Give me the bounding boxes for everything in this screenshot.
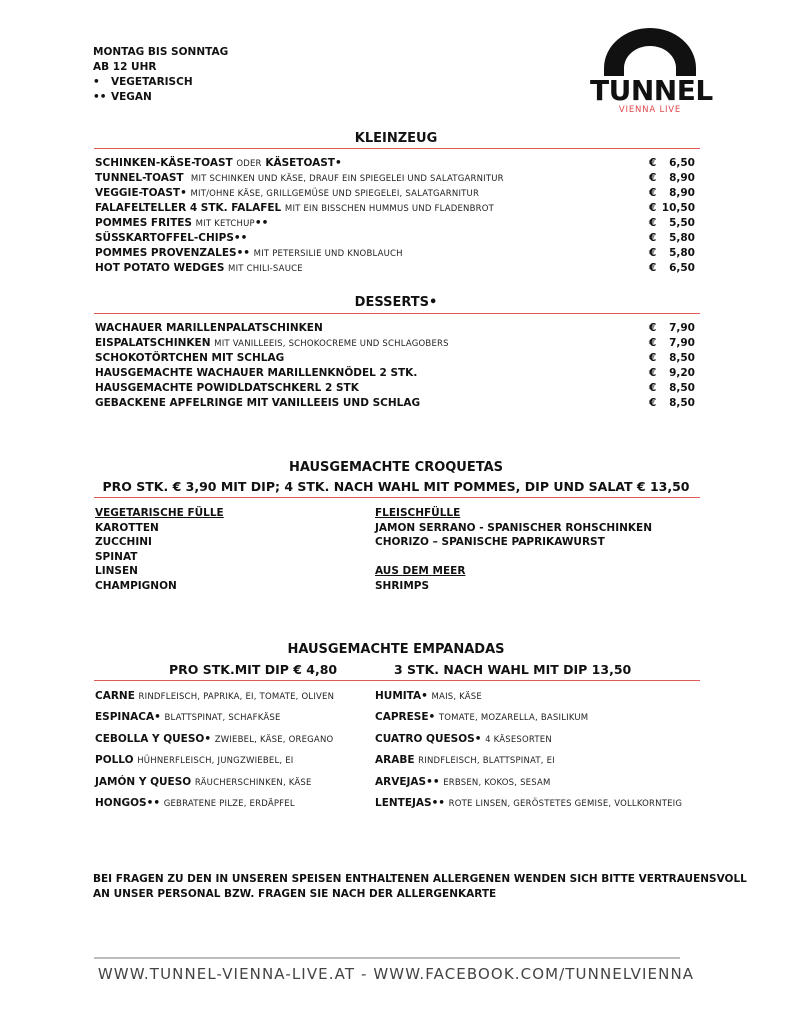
list-item: ARVEJAS•• ERBSEN, KOKOS, SESAM — [375, 775, 551, 788]
price: 6,50 — [669, 262, 695, 274]
column-heading: AUS DEM MEER — [375, 565, 466, 577]
section-title-croquetas: HAUSGEMACHTE CROQUETAS — [288, 460, 504, 475]
menu-item: SCHOKOTÖRTCHEN MIT SCHLAG € 8,50 — [95, 352, 695, 364]
list-item: KAROTTEN — [95, 521, 159, 534]
allergen-notice: BEI FRAGEN ZU DEN IN UNSEREN SPEISEN ENTHALTENEN ALLERGENEN WENDEN SICH BITTE VERTRAUENSVOLL AN UNSER PERSONAL BZW. FRAGEN SIE NACH DER ALLERGENKARTE — [93, 873, 747, 900]
list-item: HUMITA• MAIS, KÄSE — [375, 690, 482, 702]
price: 5,80 — [669, 232, 695, 244]
price: 6,50 — [669, 157, 695, 169]
list-item: LINSEN — [95, 565, 138, 577]
menu-item: SÜSSKARTOFFEL-CHIPS•• € 5,80 — [95, 232, 695, 244]
croquetas-pricing: PRO STK. € 3,90 MIT DIP; 4 STK. NACH WAHL MIT POMMES, DIP UND SALAT € 13,50 — [102, 479, 690, 494]
legend-label: VEGETARISCH — [111, 76, 193, 88]
list-item: LENTEJAS•• ROTE LINSEN, GERÖSTETES GEMISE, VOLLKORNTEIG — [375, 797, 683, 810]
list-item: JAMÓN Y QUESO RÄUCHERSCHINKEN, KÄSE — [95, 775, 312, 788]
menu-item: SCHINKEN-KÄSE-TOAST ODER KÄSETOAST• € 6,50 — [95, 157, 695, 169]
list-item: CUATRO QUESOS• 4 KÄSESORTEN — [375, 732, 552, 745]
price: 7,90 — [669, 322, 695, 334]
price: 8,50 — [669, 352, 695, 364]
menu-item: POMMES PROVENZALES•• MIT PETERSILIE UND KNOBLAUCH € 5,80 — [95, 247, 695, 259]
section-title-empanadas: HAUSGEMACHTE EMPANADAS — [287, 642, 505, 657]
opening-time: AB 12 UHR — [93, 61, 157, 73]
price: 8,90 — [669, 172, 695, 184]
price: 9,20 — [669, 367, 695, 379]
desserts-list — [95, 322, 695, 412]
price: 5,80 — [669, 247, 695, 259]
empanadas-price-three: 3 STK. NACH WAHL MIT DIP 13,50 — [394, 662, 632, 677]
menu-item: FALAFELTELLER 4 STK. FALAFEL MIT EIN BISSCHEN HUMMUS UND FLADENBROT € 10,50 — [95, 202, 695, 214]
empanadas-price-single: PRO STK.MIT DIP € 4,80 — [169, 662, 338, 677]
logo-subtitle: VIENNA LIVE — [618, 105, 682, 115]
menu-item: POMMES FRITES MIT KETCHUP•• € 5,50 — [95, 217, 695, 229]
section-divider — [94, 497, 700, 498]
menu-item: HOT POTATO WEDGES MIT CHILI-SAUCE € 6,50 — [95, 262, 695, 274]
menu-item: GEBACKENE APFELRINGE MIT VANILLEEIS UND SCHLAG € 8,50 — [95, 397, 695, 409]
price: 8,50 — [669, 382, 695, 394]
menu-item: HAUSGEMACHTE POWIDLDATSCHKERL 2 STK € 8,50 — [95, 382, 695, 394]
legend-vegetarian — [93, 75, 228, 90]
croquetas-meat-column — [375, 506, 652, 593]
menu-item: HAUSGEMACHTE WACHAUER MARILLENKNÖDEL 2 STK. € 9,20 — [95, 367, 695, 379]
list-item: SHRIMPS — [375, 579, 430, 592]
price: 5,50 — [669, 217, 695, 229]
list-item: ARABE RINDFLEISCH, BLATTSPINAT, EI — [375, 754, 555, 767]
kleinzeug-list — [95, 157, 695, 277]
list-item: CEBOLLA Y QUESO• ZWIEBEL, KÄSE, OREGANO — [95, 732, 334, 745]
list-item: CAPRESE• TOMATE, MOZARELLA, BASILIKUM — [375, 711, 589, 724]
menu-item: TUNNEL-TOAST MIT SCHINKEN UND KÄSE, DRAUF EIN SPIEGELEI UND SALATGARNITUR € 8,90 — [95, 172, 695, 184]
list-item: HONGOS•• GEBRATENE PILZE, ERDÄPFEL — [95, 797, 295, 810]
list-item: POLLO HÜHNERFLEISCH, JUNGZWIEBEL, EI — [95, 754, 294, 767]
list-item: CHORIZO – SPANISCHE PAPRIKAWURST — [375, 536, 605, 548]
list-item: CARNE RINDFLEISCH, PAPRIKA, EI, TOMATE, OLIVEN — [95, 690, 335, 702]
tunnel-arch-icon — [602, 28, 698, 76]
list-item: ESPINACA• BLATTSPINAT, SCHAFKÄSE — [95, 711, 281, 724]
list-item: JAMON SERRANO - SPANISCHER ROHSCHINKEN — [375, 521, 652, 534]
section-title-kleinzeug: KLEINZEUG — [354, 131, 438, 146]
list-item: ZUCCHINI — [95, 536, 152, 548]
menu-item: WACHAUER MARILLENPALATSCHINKEN € 7,90 — [95, 322, 695, 334]
section-divider — [94, 313, 700, 314]
legend-mark: • — [93, 76, 100, 88]
opening-days: MONTAG BIS SONNTAG — [93, 46, 229, 58]
section-divider — [94, 680, 700, 681]
price: 8,50 — [669, 397, 695, 409]
empanadas-left-column — [95, 686, 334, 814]
column-heading: VEGETARISCHE FÜLLE — [95, 507, 224, 519]
legend-label: VEGAN — [111, 91, 152, 103]
price: 8,90 — [669, 187, 695, 199]
section-divider — [94, 148, 700, 149]
croquetas-veg-column — [95, 506, 224, 593]
logo-wordmark: TUNNEL — [590, 74, 713, 107]
tunnel-logo — [590, 28, 713, 115]
empanadas-right-column — [375, 686, 682, 814]
footer-links: WWW.TUNNEL-VIENNA-LIVE.AT - WWW.FACEBOOK.COM/TUNNELVIENNA — [97, 965, 695, 983]
legend-vegan — [93, 90, 228, 105]
footer-divider — [94, 957, 680, 959]
menu-item: EISPALATSCHINKEN MIT VANILLEEIS, SCHOKOCREME UND SCHLAGOBERS € 7,90 — [95, 337, 695, 349]
price: 7,90 — [669, 337, 695, 349]
section-title-desserts: DESSERTS• — [354, 295, 438, 310]
price: 10,50 — [661, 202, 695, 214]
list-item: CHAMPIGNON — [95, 579, 177, 592]
opening-hours-info — [93, 45, 228, 105]
legend-mark: •• — [93, 91, 107, 103]
column-heading: FLEISCHFÜLLE — [375, 507, 461, 519]
menu-item: VEGGIE-TOAST• MIT/OHNE KÄSE, GRILLGEMÜSE UND SPIEGELEI, SALATGARNITUR € 8,90 — [95, 187, 695, 199]
list-item: SPINAT — [95, 550, 138, 563]
